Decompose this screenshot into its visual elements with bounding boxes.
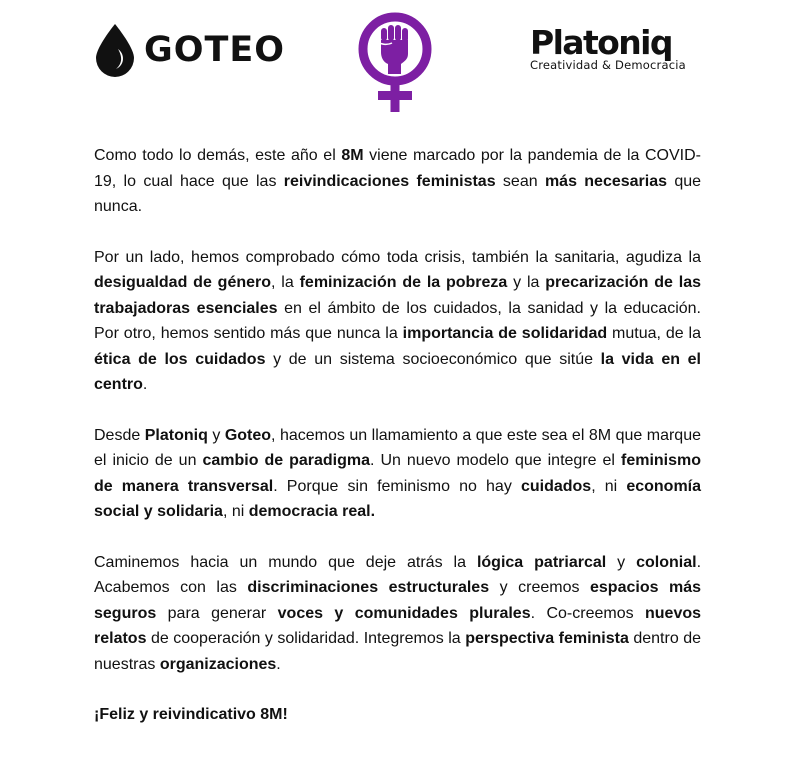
text-run: Como todo lo demás, este año el <box>94 147 342 164</box>
emphasis-text: discriminaciones estructurales <box>247 579 490 596</box>
text-run: . Co-creemos <box>530 604 645 622</box>
text-run: . Acabemos con las <box>94 553 702 596</box>
text-run: que nunca. <box>94 172 702 215</box>
text-run: . <box>142 376 148 393</box>
drop-icon <box>94 23 136 77</box>
emphasis-text: espacios más seguros <box>94 579 702 622</box>
platoniq-logo <box>530 23 705 72</box>
platoniq-wordmark: Platoniq <box>530 23 672 62</box>
text-run: . <box>276 655 281 673</box>
emphasis-text: feminización de la pobreza <box>299 274 508 291</box>
emphasis-text: lógica patriarcal <box>476 553 607 571</box>
text-run: de cooperación y solidaridad. Integremos la <box>146 630 466 647</box>
emphasis-text: Platoniq <box>144 426 208 444</box>
text-run: , la <box>271 274 300 291</box>
text-run: Por un lado, hemos comprobado cómo toda crisis, también la sanitaria, agudiza la <box>94 248 701 266</box>
text-run: en el ámbito de los cuidados, la sanidad y la educación. Por otro, hemos sentido más que nunca la <box>94 299 701 342</box>
emphasis-text: cuidados <box>520 477 592 495</box>
emphasis-text: ética de los cuidados <box>94 350 266 368</box>
paragraph <box>94 143 701 220</box>
text-run: . Porque sin feminismo no hay <box>273 477 521 495</box>
platoniq-tagline: Creatividad & Democracia <box>530 58 686 72</box>
closing-line: ¡Feliz y reivindicativo 8M! <box>94 706 288 723</box>
paragraph <box>94 550 701 678</box>
feminist-fist-symbol-icon <box>356 12 434 114</box>
emphasis-text: economía social y solidaria <box>94 477 702 520</box>
emphasis-text: más necesarias <box>544 172 668 190</box>
manifesto-body <box>94 143 701 744</box>
logo-header <box>0 0 800 125</box>
text-run: Desde <box>94 426 145 444</box>
text-run: , ni <box>591 477 627 495</box>
text-run: y creemos <box>489 579 590 596</box>
emphasis-text: 8M <box>341 147 364 164</box>
text-run: dentro de nuestras <box>94 630 702 673</box>
text-run: viene marcado por la pandemia de la COVID-19, lo cual hace que las <box>94 147 701 190</box>
text-run: y <box>606 553 637 571</box>
paragraph <box>94 245 701 398</box>
text-run: y la <box>507 274 546 291</box>
emphasis-text: desigualdad de género <box>94 274 272 291</box>
emphasis-text: perspectiva feminista <box>465 630 629 647</box>
emphasis-text: democracia real. <box>248 503 376 520</box>
emphasis-text: importancia de solidaridad <box>402 325 608 342</box>
text-run: sean <box>495 172 545 190</box>
emphasis-text: precarización de las trabajadoras esenciales <box>94 274 702 317</box>
text-run: . Un nuevo modelo que integre el <box>370 452 621 469</box>
emphasis-text: Goteo <box>224 426 272 444</box>
text-run: y <box>207 426 225 444</box>
text-run: , hacemos un llamamiento a que este sea el 8M que marque el inicio de un <box>94 426 702 469</box>
text-run: , ni <box>222 503 249 520</box>
emphasis-text: nuevos relatos <box>94 604 702 647</box>
emphasis-text: la vida en el centro <box>94 350 701 393</box>
emphasis-text: feminismo de manera transversal <box>94 452 701 495</box>
text-run: para generar <box>156 604 278 622</box>
text-run: mutua, de la <box>607 325 702 342</box>
emphasis-text: voces y comunidades plurales <box>277 604 531 622</box>
goteo-logo <box>94 23 285 77</box>
emphasis-text: reivindicaciones feministas <box>283 172 496 190</box>
text-run: y de un sistema socioeconómico que sitúe <box>265 350 601 368</box>
emphasis-text: organizaciones <box>159 655 277 673</box>
paragraph <box>94 423 701 525</box>
emphasis-text: cambio de paradigma <box>202 452 371 469</box>
text-run: Caminemos hacia un mundo que deje atrás la <box>94 553 477 571</box>
emphasis-text: colonial <box>636 553 697 571</box>
goteo-wordmark: GOTEO <box>144 30 286 70</box>
